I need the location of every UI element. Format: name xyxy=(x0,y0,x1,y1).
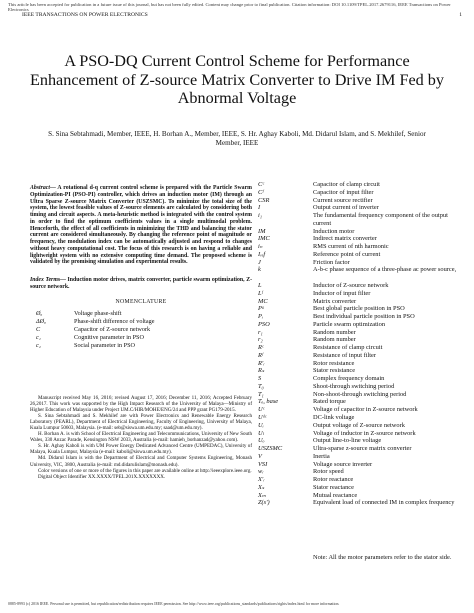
nomenclature-entry xyxy=(258,430,466,438)
nomenclature-entry xyxy=(258,251,466,259)
page-number: 1 xyxy=(459,12,462,18)
nomenclature-entry xyxy=(258,197,466,205)
nomenclature-symbol: k xyxy=(258,266,261,274)
nomenclature-entry xyxy=(258,228,466,236)
nomenclature-definition: Ultra-sparse z-source matrix converter xyxy=(313,445,412,453)
nomenclature-entry xyxy=(258,243,466,251)
nomenclature-definition: The fundamental frequency component of the output current xyxy=(313,212,448,227)
nomenclature-entry xyxy=(258,367,466,375)
nomenclature-definition: Best individual particle position in PSO xyxy=(313,313,415,321)
nomenclature-heading: NOMENCLATURE xyxy=(115,299,167,305)
nomenclature-definition: Cognitive parameter in PSO xyxy=(74,333,144,341)
footnote-paragraph: Digital Object Identifier XX.XXXX/TPEL.201X.XXXXXXX. xyxy=(38,473,166,480)
copyright-footer: 0885-8993 (c) 2016 IEEE. Personal use is permitted, but republication/redistribution requires IEEE permission. See http://www.ieee.org/publications_standards/publications/rights/index.html for more information. xyxy=(8,602,340,606)
nomenclature-entry xyxy=(258,189,466,197)
nomenclature-symbol: J xyxy=(258,258,261,266)
nomenclature-symbol: Rᶠ xyxy=(258,351,264,359)
nomenclature-definition: Particle swarm optimization xyxy=(313,320,386,328)
nomenclature-definition: Complex frequency domain xyxy=(313,375,385,383)
nomenclature-entry xyxy=(258,321,466,329)
nomenclature-definition: Non-shoot-through switching period xyxy=(313,390,407,398)
nomenclature-symbol: C xyxy=(36,325,41,333)
nomenclature-entry xyxy=(258,476,466,484)
footnote-paragraph: Manuscript received May 16, 2016; revised August 17, 2016; December 11, 2016; Accepted February 26,2017. This work was supported by the High Impact Research of the University of Malaya—Ministry of Higher Education of Malaysia under Project UM.C/HIR/MOHE/ENG/24 and PPP grant PG179-2015. xyxy=(30,395,252,414)
nomenclature-symbol: Pᵢ xyxy=(258,313,263,321)
nomenclature-definition: Current source rectifier xyxy=(313,196,373,204)
nomenclature-entry xyxy=(258,344,466,352)
nomenclature-definition: Induction motor xyxy=(313,227,355,235)
footnote-paragraph: Color versions of one or more of the figures in this paper are available online at http://ieeexplore.ieee.org. xyxy=(38,467,252,474)
nomenclature-symbol: Cᶜ xyxy=(258,181,264,188)
journal-name: IEEE TRANSACTIONS ON POWER ELECTRONICS xyxy=(22,12,148,18)
nomenclature-symbol: wᵣ xyxy=(258,468,264,476)
nomenclature-definition: Inertia xyxy=(313,452,330,460)
nomenclature-symbol: S xyxy=(258,375,262,383)
nomenclature-entry xyxy=(258,414,466,422)
nomenclature-definition: Phase-shift difference of voltage xyxy=(74,317,155,325)
nomenclature-entry xyxy=(258,282,466,290)
nomenclature-symbol: Øₐ xyxy=(36,310,43,317)
nomenclature-symbol: Xₛ xyxy=(258,483,265,491)
nomenclature-entry xyxy=(258,375,466,383)
nomenclature-symbol: c₁ xyxy=(36,333,41,341)
nomenclature-definition: Rotor resistance xyxy=(313,359,355,367)
nomenclature-entry xyxy=(258,204,466,212)
nomenclature-symbol: Tₑ, base xyxy=(258,398,279,406)
nomenclature-symbol: Z(s') xyxy=(258,499,270,507)
nomenclature-definition: Resistance of clamp circuit xyxy=(313,344,383,352)
nomenclature-definition: Inductor of input filter xyxy=(313,289,371,297)
nomenclature-symbol: Lᶠ xyxy=(258,289,263,297)
nomenclature-entry xyxy=(258,266,466,282)
nomenclature-definition: Equivalent load of connected IM in complex frequency xyxy=(313,499,455,507)
nomenclature-definition: Friction factor xyxy=(313,258,350,266)
nomenclature-entry xyxy=(258,484,466,492)
nomenclature-definition: Shoot-through switching period xyxy=(313,382,395,390)
nomenclature-symbol: Uᵈᶜ xyxy=(258,414,267,421)
nomenclature-definition: Social parameter in PSO xyxy=(74,341,136,349)
nomenclature-note: Note: All the motor parameters refer to the stator side. xyxy=(313,554,452,561)
nomenclature-definition: Reference point of current xyxy=(313,250,381,258)
nomenclature-entry xyxy=(258,398,466,406)
nomenclature-symbol: T₀ xyxy=(258,382,264,390)
nomenclature-entry xyxy=(258,492,466,500)
footnotes xyxy=(30,395,252,480)
nomenclature-symbol: R'ᵣ xyxy=(258,359,265,367)
nomenclature-symbol: IMC xyxy=(258,235,270,243)
nomenclature-entry xyxy=(258,391,466,399)
nomenclature-definition: Voltage phase-shift xyxy=(74,310,122,317)
nomenclature-entry xyxy=(36,334,252,342)
nomenclature-symbol: Iᵣₑf xyxy=(258,250,266,258)
nomenclature-entry xyxy=(36,318,252,326)
nomenclature-definition: Voltage of capacitor in Z-source network xyxy=(313,406,418,414)
nomenclature-entry xyxy=(258,422,466,430)
nomenclature-entry xyxy=(258,305,466,313)
nomenclature-definition: Random number xyxy=(313,328,356,336)
nomenclature-definition: Capacitor of input filter xyxy=(313,188,374,196)
nomenclature-definition: Rated torque xyxy=(313,398,346,406)
nomenclature-definition: Random number xyxy=(313,336,356,344)
footnote-paragraph: Md. Didarul Islam is with the Department of Electrical and Computer Systems Engineering, Monash University, VIC, 3800, Australia (e-mail: md.didarulislam@monash.edu). xyxy=(30,455,252,468)
nomenclature-entry xyxy=(258,468,466,476)
nomenclature-entry xyxy=(258,259,466,267)
nomenclature-entry xyxy=(258,212,466,228)
nomenclature-symbol: USZSMC xyxy=(258,445,283,453)
paper-title: A PSO-DQ Current Control Scheme for Performance Enhancement of Z-source Matrix Converter to Drive IM Fed by Abnormal Voltage xyxy=(29,52,444,107)
nomenclature-entry xyxy=(258,453,466,461)
nomenclature-symbol: Uᶜ xyxy=(258,406,265,414)
nomenclature-symbol: Uᵢ xyxy=(258,421,264,429)
nomenclature-definition: RMS current of nth harmonic xyxy=(313,243,389,251)
nomenclature-symbol: CSR xyxy=(258,196,270,204)
nomenclature-definition: Mutual reactance xyxy=(313,491,358,499)
nomenclature-entry xyxy=(258,499,466,515)
nomenclature-entry xyxy=(258,352,466,360)
author-list: S. Sina Sebtahmadi, Member, IEEE, H. Borhan A., Member, IEEE, S. Hr. Aghay Kaboli, Md. Didarul Islam, and S. Mekhilef, Senior Member, IEEE xyxy=(48,130,426,148)
nomenclature-symbol: V xyxy=(258,452,262,460)
nomenclature-symbol: c₂ xyxy=(36,341,41,349)
nomenclature-symbol: VSI xyxy=(258,460,268,468)
nomenclature-entry xyxy=(258,235,466,243)
nomenclature-symbol: Xₘ xyxy=(258,491,266,499)
nomenclature-definition: Voltage source inverter xyxy=(313,460,373,468)
nomenclature-definition: Capacitor of clamp circuit xyxy=(313,181,380,188)
nomenclature-entry xyxy=(258,437,466,445)
nomenclature-definition: Inductor of Z-source network xyxy=(313,281,389,289)
index-terms xyxy=(30,277,252,291)
nomenclature-definition: Capacitor of Z-source network xyxy=(74,325,151,333)
nomenclature-entry xyxy=(258,181,466,189)
nomenclature-definition: DC-link voltage xyxy=(313,414,355,421)
nomenclature-definition: Output line-to-line voltage xyxy=(313,437,382,445)
nomenclature-symbol: r₁ xyxy=(258,328,263,336)
nomenclature-definition: Rotor reactance xyxy=(313,476,354,484)
nomenclature-definition: Best global particle position in PSO xyxy=(313,305,405,313)
nomenclature-entry xyxy=(258,383,466,391)
abstract-text: — A rotational d-q current control scheme is prepared with the Particle Swarm Optimization-PI (PSO-PI) controller, which drives an induction motor (IM) through an Ultra Sparse Z-source Matrix Converter (USZSMC). To minimize the total size of the system, the lowest feasible values of Z-source elements are calculated by considering both timing and circuit aspects. A meta-heuristic method is integrated with the control system in order to find the optimum coefficients values in a single multimodal problem. Henceforth, the effect of all coefficients in minimizing the THD and balancing the stator current are considered simultaneously. By changing the reference point of magnitude or frequency, the modulation index can be automatically adjusted and respond to changes without heavy computational cost. The focus of this research is on having a reliable and lightweight system with no extensive computing time demand. The proposed scheme is validated by the promising simulation and experimental results. xyxy=(30,185,252,266)
nomenclature-symbol: Rₛ xyxy=(258,367,265,375)
nomenclature-symbol: iₙ xyxy=(258,243,263,251)
nomenclature-symbol: X'ᵣ xyxy=(258,476,265,484)
nomenclature-definition: Output voltage of Z-source network xyxy=(313,421,405,429)
nomenclature-symbol: ΔØₐ xyxy=(36,317,46,325)
publication-notice: This article has been accepted for publication in a future issue of this journal, but has not been fully edited. Content may change prior to final publication. Citation information: DOI 10.1109/TPEL.2017.2679116, IEEE Transactions on Power Electronics xyxy=(8,2,451,13)
nomenclature-entry xyxy=(258,329,466,337)
nomenclature-definition: Stator resistance xyxy=(313,367,356,375)
nomenclature-definition: Output current of inverter xyxy=(313,204,379,212)
nomenclature-definition: Stator reactance xyxy=(313,483,354,491)
nomenclature-symbol: I xyxy=(258,204,261,212)
index-terms-text: — Induction motor drives, matrix converter, particle swarm optimization, Z-source network. xyxy=(30,277,253,290)
abstract-label: Abstract xyxy=(30,185,50,191)
nomenclature-entry xyxy=(36,310,252,318)
nomenclature-entry xyxy=(258,360,466,368)
nomenclature-symbol: MC xyxy=(258,297,268,305)
footnote-paragraph: H. Borhan A. is with School of Electrical Engineering and Telecommunications, University of New South Wales, 330 Anzac Parade, Kensington NSW 2033, Australia (e-mail: hamieh_borhanzad@yahoo.com). xyxy=(30,431,252,444)
nomenclature-definition: A-b-c phase sequence of a three-phase ac power source, xyxy=(313,266,457,274)
nomenclature-entry xyxy=(36,326,252,334)
abstract xyxy=(30,185,252,266)
nomenclature-entry xyxy=(258,406,466,414)
nomenclature-definition: Rotor speed xyxy=(313,468,344,476)
nomenclature-symbol: Rᶜ xyxy=(258,344,264,352)
nomenclature-symbol: IM xyxy=(258,227,266,235)
nomenclature-entry xyxy=(258,313,466,321)
index-terms-label: Index Terms xyxy=(30,277,61,283)
nomenclature-definition: Voltage of inductor in Z-source network xyxy=(313,429,416,437)
nomenclature-symbol: i₁ xyxy=(258,212,262,220)
footnote-paragraph: S. Sina Sebtahmadi and S. Mekhilef are with Power Electronics and Renewable Energy Research Laboratory (PEARL), Department of Electrical Engineering, Faculty of Engineering, University of Malaya, Kuala Lumpur 50603, Malaysia. (e-mail: seb@siswa.um.edu.my; saad@um.edu.my). xyxy=(30,413,252,432)
nomenclature-symbol: PSO xyxy=(258,320,270,328)
nomenclature-entry xyxy=(36,342,252,350)
nomenclature-symbol: Uₒ xyxy=(258,437,265,445)
nomenclature-entry xyxy=(258,445,466,453)
nomenclature-definition: Resistance of input filter xyxy=(313,351,377,359)
nomenclature-symbol: Pᵍ xyxy=(258,305,264,313)
nomenclature-symbol: L xyxy=(258,281,262,289)
nomenclature-entry xyxy=(258,298,466,306)
running-header xyxy=(22,12,462,18)
nomenclature-symbol: Cᶠ xyxy=(258,188,264,196)
nomenclature-entry xyxy=(258,290,466,298)
nomenclature-list-right xyxy=(258,181,466,515)
nomenclature-symbol: T₁ xyxy=(258,390,264,398)
nomenclature-symbol: Uₗ xyxy=(258,429,264,437)
nomenclature-definition: Indirect matrix converter xyxy=(313,235,377,243)
nomenclature-list-left xyxy=(36,310,252,349)
nomenclature-symbol: r₂ xyxy=(258,336,263,344)
nomenclature-entry xyxy=(258,461,466,469)
nomenclature-definition: Matrix converter xyxy=(313,297,357,305)
footnote-paragraph: S. Hr. Aghay Kaboli is with UM Power Energy Dedicated Advanced Centre (UMPEDAC), University of Malaya, Kuala Lumpur, Malaysia (e-mail: kaboli@siswa.um.edu.my). xyxy=(30,443,252,456)
nomenclature-entry xyxy=(258,336,466,344)
